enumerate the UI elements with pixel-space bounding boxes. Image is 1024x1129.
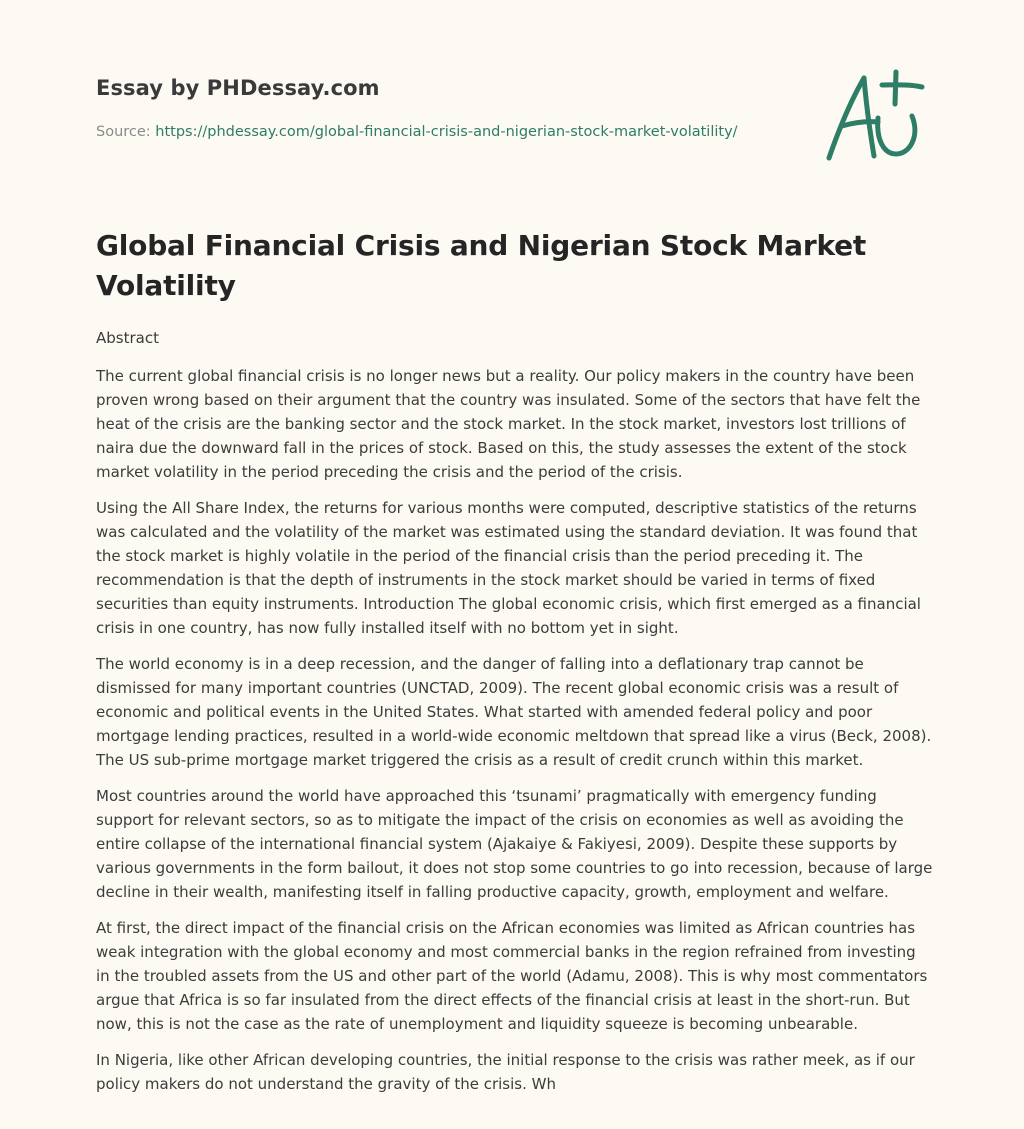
abstract-heading: Abstract [96, 329, 159, 347]
a-plus-grade-icon [822, 66, 932, 166]
essay-title: Global Financial Crisis and Nigerian Stock Market Volatility [96, 229, 867, 302]
source-link[interactable]: https://phdessay.com/global-financial-crisis-and-nigerian-stock-market-volatility/ [155, 124, 738, 140]
essay-paragraph: The current global financial crisis is no longer news but a reality. Our policy makers in the country have been proven wrong based on their argument that the country was insulated. Some of the sectors that have felt the heat of the crisis are the banking sector and the stock market. In the stock market, investors lost trillions of naira due the downward fall in the prices of stock. Based on this, the study assesses the extent of the stock market volatility in the period preceding the crisis and the period of the crisis. [96, 367, 921, 481]
essay-paragraph: Most countries around the world have approached this ‘tsunami’ pragmatically with emergency funding support for relevant sectors, so as to mitigate the impact of the crisis on economies as well as avoiding the entire collapse of the international financial system (Ajakaiye & Fakiyesi, 2009). Despite these supports by various governments in the form bailout, it does not stop some countries to go into recession, because of large decline in their wealth, manifesting itself in falling productive capacity, growth, employment and welfare. [96, 787, 933, 901]
essay-paragraph: At first, the direct impact of the financial crisis on the African economies was limited as African countries has weak integration with the global economy and most commercial banks in the region refrained from investing in the troubled assets from the US and other part of the world (Adamu, 2008). This is why most commentators argue that Africa is so far insulated from the direct effects of the financial crisis at least in the short-run. But now, this is not the case as the rate of unemployment and liquidity squeeze is becoming unbearable. [96, 919, 928, 1033]
essay-paragraph: The world economy is in a deep recession, and the danger of falling into a deflationary trap cannot be dismissed for many important countries (UNCTAD, 2009). The recent global economic crisis was a result of economic and political events in the United States. What started with amended federal policy and poor mortgage lending practices, resulted in a world-wide economic meltdown that spread like a virus (Beck, 2008). The US sub-prime mortgage market triggered the crisis as a result of credit crunch within this market. [96, 655, 932, 769]
source-label: Source: [96, 124, 156, 140]
essay-body [96, 326, 934, 1108]
site-brand: Essay by PHDessay.com [96, 76, 380, 100]
source-line [96, 124, 738, 140]
essay-paragraph: Using the All Share Index, the returns for various months were computed, descriptive statistics of the returns was calculated and the volatility of the market was estimated using the standard deviation. It was found that the stock market is highly volatile in the period of the financial crisis than the period preceding it. The recommendation is that the depth of instruments in the stock market should be varied in terms of fixed securities than equity instruments. Introduction The global economic crisis, which first emerged as a financial crisis in one country, has now fully installed itself with no bottom yet in sight. [96, 499, 921, 637]
essay-paragraph: In Nigeria, like other African developing countries, the initial response to the crisis was rather meek, as if our policy makers do not understand the gravity of the crisis. Wh [96, 1051, 915, 1093]
